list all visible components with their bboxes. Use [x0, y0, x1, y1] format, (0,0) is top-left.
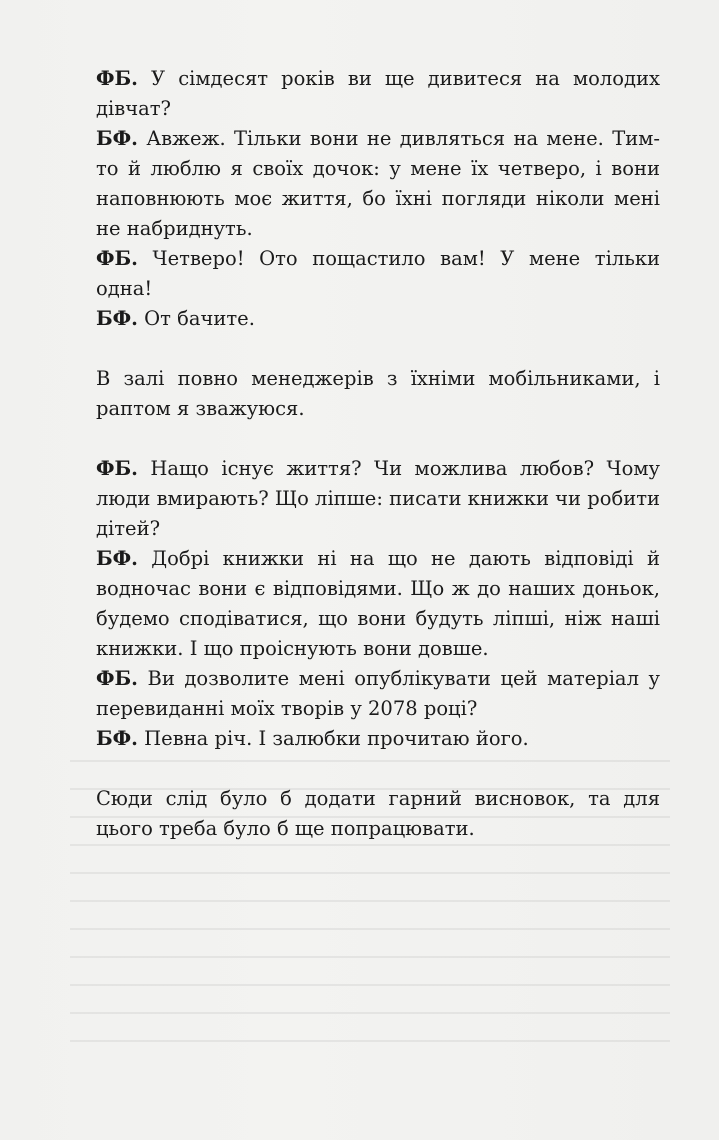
- dialogue-paragraph: [96, 124, 660, 244]
- dialogue-paragraph: [96, 454, 660, 544]
- speaker-label: ФБ.: [96, 457, 138, 480]
- narration-paragraph: Сюди слід було б додати гарний висновок, та для цього треба було б ще попрацювати.: [96, 787, 660, 840]
- dialogue-paragraph: [96, 724, 660, 754]
- dialogue-paragraph: [96, 244, 660, 304]
- dialogue-paragraph: [96, 64, 660, 124]
- dialogue-text: От бачите.: [144, 307, 255, 330]
- section-gap: [96, 334, 660, 364]
- speaker-label: БФ.: [96, 307, 138, 330]
- dialogue-text: Авжеж. Тільки вони не дивляться на мене. Тим-то й люблю я своїх дочок: у мене їх четверо, і вони наповнюють моє життя, бо їхні погляди ніколи мені не набриднуть.: [96, 127, 660, 240]
- speaker-label: ФБ.: [96, 247, 138, 270]
- dialogue-paragraph: [96, 664, 660, 724]
- dialogue-paragraph: [96, 304, 660, 334]
- speaker-label: БФ.: [96, 127, 138, 150]
- page-text: [96, 64, 660, 844]
- dialogue-text: Ви дозволите мені опублікувати цей матеріал у перевиданні моїх творів у 2078 році?: [96, 667, 660, 720]
- dialogue-text: У сімдесят років ви ще дивитеся на молодих дівчат?: [96, 67, 660, 120]
- speaker-label: ФБ.: [96, 667, 138, 690]
- speaker-label: БФ.: [96, 547, 138, 570]
- dialogue-text: Добрі книжки ні на що не дають відповіді й водночас вони є відповідями. Що ж до наших доньок, будемо сподіватися, що вони будуть ліпші, ніж наші книжки. І що проіснують вони довше.: [96, 547, 660, 660]
- narration-paragraph: В залі повно менеджерів з їхніми мобільниками, і раптом я зважуюся.: [96, 367, 660, 420]
- speaker-label: БФ.: [96, 727, 138, 750]
- dialogue-text: Нащо існує життя? Чи можлива любов? Чому люди вмирають? Що ліпше: писати книжки чи робити дітей?: [96, 457, 660, 540]
- section-gap: [96, 754, 660, 784]
- dialogue-paragraph: [96, 544, 660, 664]
- dialogue-text: Четверо! Ото пощастило вам! У мене тільки одна!: [96, 247, 661, 300]
- section-gap: [96, 424, 660, 454]
- speaker-label: ФБ.: [96, 67, 138, 90]
- dialogue-text: Певна річ. І залюбки прочитаю його.: [144, 727, 529, 750]
